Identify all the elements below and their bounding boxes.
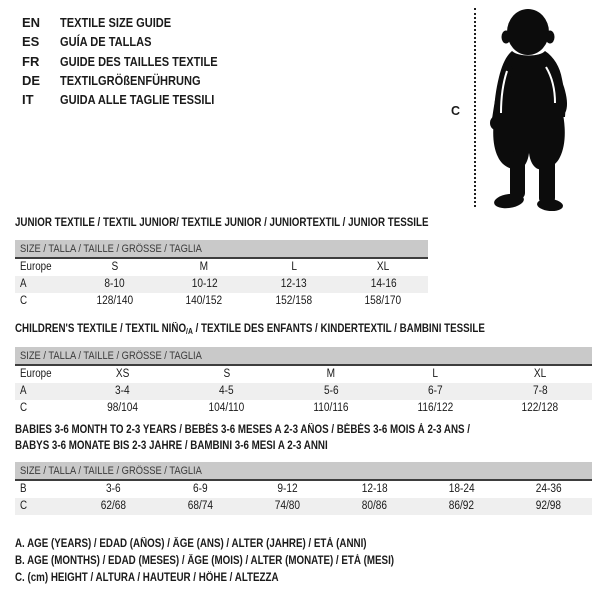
- row-label: Europe: [20, 368, 52, 380]
- table-cell: 12-18: [361, 483, 388, 495]
- language-label: GUIDA ALLE TAGLIE TESSILI: [60, 92, 215, 108]
- table-row-age: [15, 276, 428, 293]
- table-cell: 128/140: [96, 295, 134, 307]
- children-size-table: [15, 347, 592, 417]
- language-row-en: [22, 13, 245, 32]
- table-cell: S: [223, 368, 230, 380]
- table-cell: 116/122: [417, 402, 454, 414]
- row-label: A: [20, 385, 27, 397]
- table-row-height: [15, 498, 592, 515]
- table-cell: 4-5: [219, 385, 234, 397]
- language-label: GUIDE DES TAILLES TEXTILE: [60, 53, 218, 69]
- babies-section-title: [15, 423, 550, 454]
- legend-note-b: B. AGE (MONTHS) / EDAD (MESES) / ÂGE (MOIS) / ALTER (MONATE) / ETÀ (MESI): [15, 555, 395, 568]
- table-cell: 158/170: [364, 295, 402, 307]
- junior-size-table: [15, 240, 428, 310]
- size-header-label: SIZE / TALLA / TAILLE / GRÖSSE / TAGLIA: [20, 243, 202, 255]
- table-cell: 74/80: [274, 500, 301, 512]
- children-section-title-text: CHILDREN'S TEXTILE / TEXTIL $NIÑO_{/A}$ / TEXTILE DES ENFANTS / KINDERTEXTIL / BAMBINI TESSILE: [15, 323, 485, 336]
- table-cell: 9-12: [277, 483, 298, 495]
- size-header-bar: [15, 240, 428, 259]
- babies-size-table: [15, 462, 592, 515]
- table-cell: M: [326, 368, 336, 380]
- size-header-bar: [15, 462, 592, 481]
- row-label: Europe: [20, 261, 52, 273]
- table-cell: 6-9: [193, 483, 208, 495]
- junior-section-title: [15, 216, 501, 232]
- table-row-height: [15, 293, 428, 310]
- table-cell: 24-36: [535, 483, 562, 495]
- row-label: A: [20, 278, 27, 290]
- language-label: GUÍA DE TALLAS: [60, 34, 152, 50]
- table-cell: 92/98: [535, 500, 562, 512]
- table-row-europe: [15, 259, 428, 276]
- table-cell: 140/152: [185, 295, 223, 307]
- table-cell: 8-10: [104, 278, 125, 290]
- language-code: ES: [22, 34, 40, 50]
- children-section-title: [15, 322, 568, 340]
- table-cell: 122/128: [521, 402, 559, 414]
- baby-silhouette-icon: [482, 5, 592, 211]
- table-cell: 104/110: [208, 402, 245, 414]
- table-cell: S: [111, 261, 119, 273]
- row-label: B: [20, 483, 27, 495]
- language-code: DE: [22, 72, 41, 88]
- table-cell: L: [290, 261, 297, 273]
- row-label: C: [20, 295, 28, 307]
- language-row-it: [22, 90, 245, 109]
- table-cell: 3-6: [106, 483, 121, 495]
- language-label: TEXTILGRÖßENFÜHRUNG: [60, 72, 201, 88]
- table-cell: 6-7: [428, 385, 443, 397]
- babies-title-line1: BABIES 3-6 MONTH TO 2-3 YEARS / BEBÉS 3-6 MESES A 2-3 AÑOS / BÉBÉS 3-6 MOIS À 2-3 ANS /: [15, 424, 471, 436]
- legend-notes: [15, 536, 461, 588]
- junior-section-title-text: JUNIOR TEXTILE / TEXTIL JUNIOR/ TEXTILE JUNIOR / JUNIORTEXTIL / JUNIOR TESSILE: [15, 217, 429, 229]
- table-cell: 86/92: [448, 500, 475, 512]
- table-row-height: [15, 400, 592, 417]
- table-cell: 10-12: [191, 278, 218, 290]
- table-cell: 152/158: [275, 295, 313, 307]
- babies-title-line2: BABYS 3-6 MONATE BIS 2-3 JAHRE / BAMBINI 3-6 MESI A 2-3 ANNI: [15, 439, 328, 452]
- table-cell: 18-24: [448, 483, 475, 495]
- language-row-de: [22, 71, 245, 90]
- size-header-label: SIZE / TALLA / TAILLE / GRÖSSE / TAGLIA: [20, 465, 202, 477]
- table-cell: 7-8: [532, 385, 548, 397]
- language-label: TEXTILE SIZE GUIDE: [60, 15, 172, 30]
- table-cell: 80/86: [361, 500, 388, 512]
- row-label: C: [20, 402, 28, 414]
- table-row-age: [15, 383, 592, 400]
- height-measure-label: C: [451, 104, 461, 118]
- table-cell: 62/68: [100, 500, 127, 512]
- row-label: C: [20, 500, 28, 512]
- language-code: IT: [22, 92, 34, 108]
- subscript-text: /A: [186, 327, 193, 336]
- table-cell: 98/104: [106, 402, 138, 414]
- table-cell: 5-6: [323, 385, 339, 397]
- table-cell: 110/116: [313, 402, 349, 414]
- table-cell: 12-13: [280, 278, 307, 290]
- table-cell: 68/74: [187, 500, 214, 512]
- language-list: [22, 13, 245, 109]
- table-cell: XL: [533, 368, 547, 380]
- table-cell: M: [200, 261, 209, 273]
- language-code: FR: [22, 53, 40, 69]
- size-header-label: SIZE / TALLA / TAILLE / GRÖSSE / TAGLIA: [20, 350, 202, 362]
- height-measure-dotted-line: [474, 8, 476, 207]
- table-cell: 14-16: [370, 278, 397, 290]
- size-header-bar: [15, 347, 592, 366]
- table-cell: 3-4: [114, 385, 130, 397]
- table-row-age-months: [15, 481, 592, 498]
- language-row-fr: [22, 52, 245, 71]
- table-cell: XS: [115, 368, 129, 380]
- legend-note-a: A. AGE (YEARS) / EDAD (AÑOS) / ÂGE (ANS) / ALTER (JAHRE) / ETÀ (ANNI): [15, 538, 367, 550]
- language-row-es: [22, 32, 245, 51]
- language-code: EN: [22, 15, 41, 30]
- table-row-europe: [15, 366, 592, 383]
- table-cell: L: [432, 368, 439, 380]
- legend-note-c: C. (cm) HEIGHT / ALTURA / HAUTEUR / HÖHE / ALTEZZA: [15, 572, 279, 585]
- table-cell: XL: [377, 261, 390, 273]
